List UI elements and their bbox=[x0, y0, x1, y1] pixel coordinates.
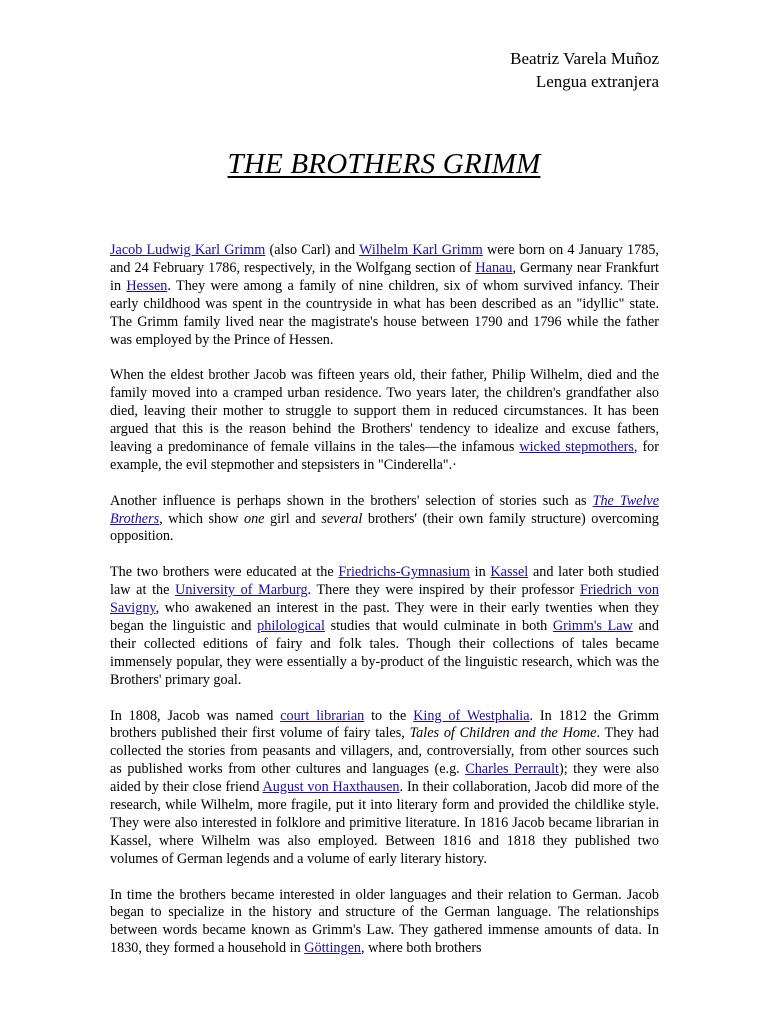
text-span: to the bbox=[364, 707, 414, 724]
link-grimms-law[interactable]: Grimm's Law bbox=[552, 617, 633, 634]
document-title: THE BROTHERS GRIMM bbox=[227, 148, 541, 180]
text-span: . There they were inspired by their professor bbox=[307, 582, 581, 599]
link-philological[interactable]: philological bbox=[257, 617, 325, 634]
link-hanau[interactable]: Hanau bbox=[475, 259, 513, 276]
link-king-of-westphalia[interactable]: King of Westphalia bbox=[413, 707, 530, 724]
text-span: Another influence is perhaps shown in the brothers' selection of stories such as bbox=[110, 492, 593, 509]
author-block bbox=[510, 47, 659, 93]
text-span: in bbox=[469, 564, 491, 581]
link-kassel[interactable]: Kassel bbox=[490, 564, 529, 581]
paragraph-2 bbox=[110, 367, 659, 474]
text-span: . In 1812 the Grimm brothers published their first volume of fairy tales, bbox=[110, 707, 659, 742]
text-span: . They were among a family of nine children, six of whom survived infancy. Their early childhood was spent in the countryside in what has been described as an "idyllic" state. The Grimm family lived near the magistrate's house between 1790 and 1796 while the father was employed by the Prince of Hessen. bbox=[110, 277, 659, 348]
link-wilhelm-grimm[interactable]: Wilhelm Karl Grimm bbox=[359, 242, 483, 258]
document-body bbox=[110, 242, 659, 976]
link-charles-perrault[interactable]: Charles Perrault bbox=[465, 761, 559, 778]
text-span: In time the brothers became interested in older languages and their relation to German. Jacob began to specialize in the history and structure of the German language. The relationships between words became known as Grimm's Law. They gathered immense amounts of data. In 1830, they formed a household in bbox=[110, 886, 659, 957]
text-span: . They had collected the stories from peasants and villagers, and, controversially, from other sources such as published works from other cultures and languages (e.g. bbox=[110, 725, 659, 778]
link-friedrich-von-savigny[interactable]: Friedrich von Savigny bbox=[110, 582, 659, 617]
text-span: ); they were also aided by their close friend bbox=[110, 761, 659, 796]
text-span: girl and bbox=[264, 510, 322, 527]
emphasis-book-title: Tales of Children and the Home bbox=[409, 725, 597, 742]
text-span: , which show bbox=[159, 510, 244, 527]
text-span: brothers' (their own family structure) overcoming opposition. bbox=[110, 510, 659, 545]
emphasis-several: several bbox=[321, 510, 363, 527]
text-span: studies that would culminate in both bbox=[324, 617, 553, 634]
paragraph-5 bbox=[110, 708, 659, 869]
paragraph-1 bbox=[110, 242, 659, 349]
text-span: , where both brothers bbox=[361, 940, 482, 957]
link-august-von-haxthausen[interactable]: August von Haxthausen bbox=[262, 779, 400, 796]
paragraph-6 bbox=[110, 887, 659, 959]
text-span: In 1808, Jacob was named bbox=[110, 707, 281, 724]
link-twelve-brothers-text: The Twelve Brothers bbox=[110, 492, 659, 527]
link-university-of-marburg[interactable]: University of Marburg bbox=[175, 582, 308, 599]
link-hessen[interactable]: Hessen bbox=[126, 277, 168, 294]
text-span: and their collected editions of fairy and folk tales. Though their collections of tales became immensely popular, they were essentially a by-product of the linguistic research, which was the Brothers' primary goal. bbox=[110, 617, 659, 688]
text-span: (also Carl) and bbox=[265, 242, 360, 258]
text-span: were born on 4 January 1785, and 24 February 1786, respectively, in the Wolfgang section of bbox=[110, 242, 659, 276]
text-span: , for example, the evil stepmother and stepsisters in "Cinderella".· bbox=[110, 438, 660, 473]
author-name: Beatriz Varela Muñoz bbox=[510, 49, 659, 68]
text-span: , who awakened an interest in the past. They were in their early twenties when they began the linguistic and bbox=[110, 600, 659, 634]
paragraph-3 bbox=[110, 493, 659, 547]
link-jacob-grimm[interactable]: Jacob Ludwig Karl Grimm bbox=[110, 242, 266, 258]
paragraph-4 bbox=[110, 564, 659, 689]
link-wicked-stepmothers[interactable]: wicked stepmothers bbox=[519, 438, 634, 455]
course-name: Lengua extranjera bbox=[535, 72, 659, 91]
link-gottingen[interactable]: Göttingen bbox=[304, 940, 362, 957]
link-friedrichs-gymnasium[interactable]: Friedrichs-Gymnasium bbox=[338, 564, 470, 581]
emphasis-one: one bbox=[243, 510, 265, 527]
text-span: , Germany near Frankfurt in bbox=[110, 259, 659, 294]
link-court-librarian[interactable]: court librarian bbox=[280, 707, 365, 724]
text-span: When the eldest brother Jacob was fifteen years old, their father, Philip Wilhelm, died and the family moved into a cramped urban residence. Two years later, the children's grandfather also died, leaving their mother to struggle to support them in reduced circumstances. It has been argued that this is the reason behind the Brothers' tendency to idealize and excuse fathers, leaving a predominance of female villains in the tales—the infamous bbox=[110, 367, 659, 455]
text-span: and later both studied law at the bbox=[110, 564, 659, 599]
text-span: The two brothers were educated at the bbox=[110, 564, 339, 581]
text-span: . In their collaboration, Jacob did more of the research, while Wilhelm, more fragile, put it into literary form and provided the childlike style. They were also interested in folklore and primitive literature. In 1816 Jacob became librarian in Kassel, where Wilhelm was also employed. Between 1816 and 1818 they published two volumes of German legends and a volume of early literary history. bbox=[110, 779, 660, 867]
